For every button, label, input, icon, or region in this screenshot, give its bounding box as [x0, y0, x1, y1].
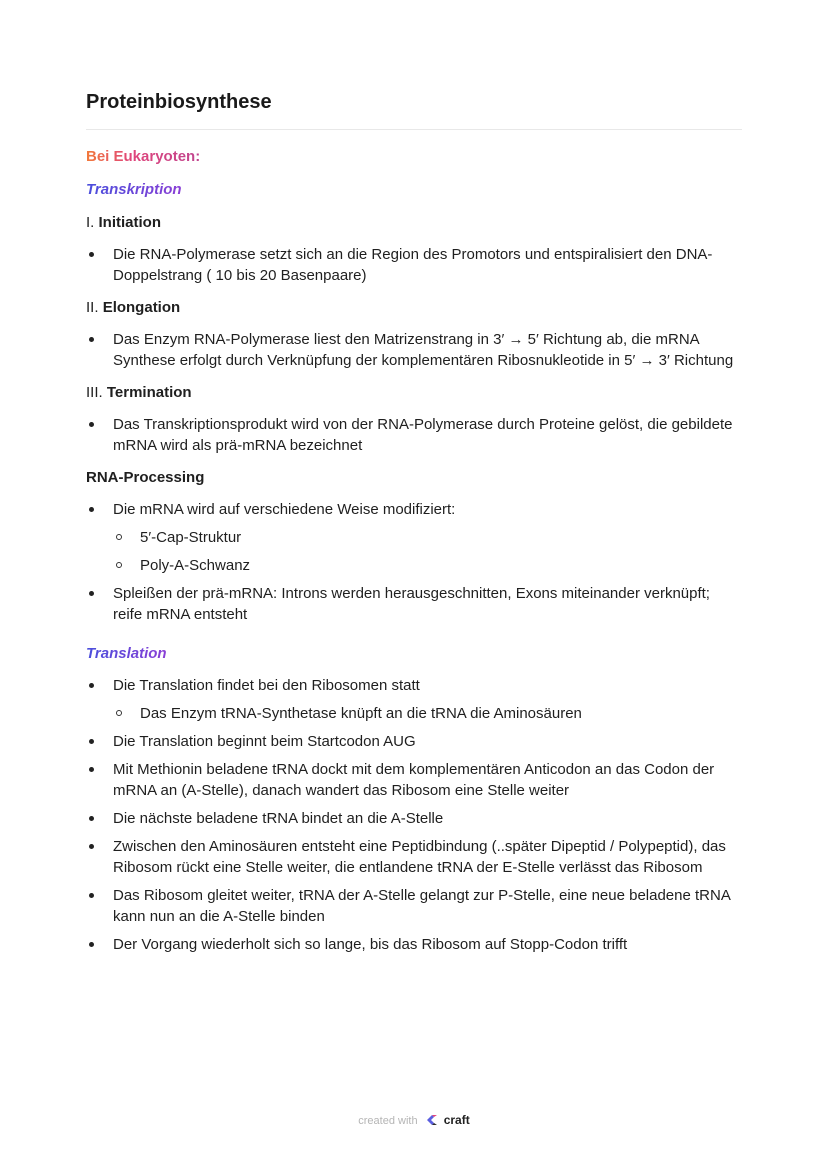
footer-prefix: created with — [358, 1115, 418, 1127]
list-item: Das Enzym RNA-Polymerase liest den Matrizenstrang in 3′ → 5′ Richtung ab, die mRNA Synthese erfolgt durch Verknüpfung der komplementären Ribosnukleotide in 5′ → 3′ Richtung — [86, 329, 742, 371]
list-item: 5′-Cap-Struktur — [86, 527, 742, 548]
section-translation — [86, 632, 742, 955]
list-item: Die mRNA wird auf verschiedene Weise modifiziert: — [86, 499, 742, 520]
step-name: Initiation — [98, 214, 162, 231]
list-item: Das Enzym tRNA-Synthetase knüpft an die tRNA die Aminosäuren — [86, 703, 742, 724]
subheading-rna-processing: RNA-Processing — [86, 469, 205, 486]
footer — [0, 1110, 828, 1131]
list-item: Die Translation beginnt beim Startcodon AUG — [86, 731, 742, 752]
list-item: Zwischen den Aminosäuren entsteht eine Peptidbindung (..später Dipeptid / Polypeptid), das Ribosom rückt eine Stelle weiter, die entlandene tRNA der E-Stelle verlässt das Ribosom — [86, 836, 742, 878]
step-heading-initiation — [86, 212, 742, 234]
list-item: Die Translation findet bei den Ribosomen statt — [86, 675, 742, 696]
section-heading: Translation — [86, 643, 167, 665]
step-heading-elongation — [86, 297, 742, 319]
step-heading-termination — [86, 382, 742, 404]
list-item: Die RNA-Polymerase setzt sich an die Region des Promotors und entspiralisiert den DNA-Doppelstrang ( 10 bis 20 Basenpaare) — [86, 244, 742, 286]
bullet-list — [86, 414, 742, 456]
bullet-list — [86, 675, 742, 955]
list-item: Der Vorgang wiederholt sich so lange, bis das Ribosom auf Stopp-Codon trifft — [86, 934, 742, 955]
title-divider — [86, 129, 742, 130]
lead-heading: Bei Eukaryoten: — [86, 146, 200, 168]
bullet-list — [86, 244, 742, 286]
list-item: Das Transkriptionsprodukt wird von der RNA-Polymerase durch Proteine gelöst, die gebildete mRNA wird als prä-mRNA bezeichnet — [86, 414, 742, 456]
list-item: Die nächste beladene tRNA bindet an die A-Stelle — [86, 808, 742, 829]
document — [86, 86, 742, 962]
craft-logo-icon — [425, 1113, 439, 1127]
list-item: Poly-A-Schwanz — [86, 555, 742, 576]
step-numeral: III. — [86, 384, 103, 401]
step-numeral: II. — [86, 299, 99, 316]
step-numeral: I. — [86, 214, 95, 231]
bullet-list — [86, 329, 742, 371]
list-item: Das Ribosom gleitet weiter, tRNA der A-Stelle gelangt zur P-Stelle, eine neue beladene tRNA kann nun an die A-Stelle binden — [86, 885, 742, 927]
step-name: Elongation — [102, 299, 181, 316]
section-transkription — [86, 168, 742, 625]
section-heading: Transkription — [86, 179, 182, 201]
page-title: Proteinbiosynthese — [86, 91, 272, 113]
bullet-list — [86, 499, 742, 625]
list-item: Mit Methionin beladene tRNA dockt mit dem komplementären Anticodon an das Codon der mRNA an (A-Stelle), danach wandert das Ribosom eine Stelle weiter — [86, 759, 742, 801]
step-name: Termination — [106, 384, 192, 401]
list-item: Spleißen der prä-mRNA: Introns werden herausgeschnitten, Exons miteinander verknüpft; reife mRNA entsteht — [86, 583, 742, 625]
footer-brand[interactable]: craft — [443, 1113, 470, 1127]
